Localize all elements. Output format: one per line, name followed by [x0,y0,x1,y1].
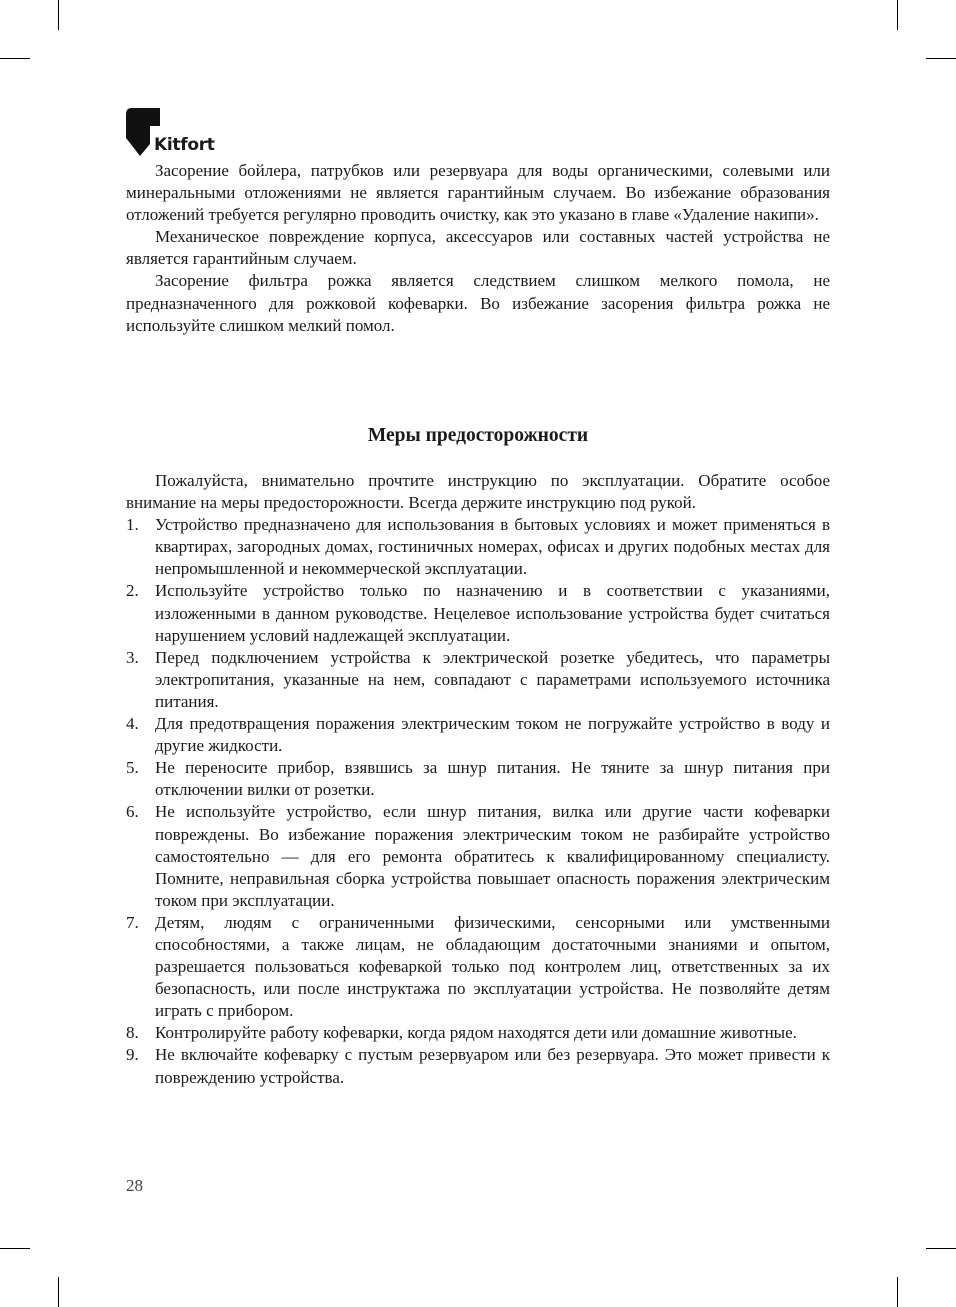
item-number: 6. [126,802,139,822]
crop-mark [926,58,956,59]
item-text: Контролируйте работу кофеварки, когда рядом находятся дети или домашние животные. [155,1023,797,1043]
item-number: 7. [126,912,139,932]
crop-mark [926,1248,956,1249]
item-number: 8. [126,1023,139,1043]
precautions-list [126,514,830,1088]
paragraph: Механическое повреждение корпуса, аксессуаров или составных частей устройства не является гарантийным случаем. [126,227,830,269]
list-item [126,647,830,713]
item-number: 4. [126,714,139,734]
crop-mark [897,1277,898,1307]
crop-mark [58,1277,59,1307]
item-text: Детям, людям с ограниченными физическими, сенсорными или умственными способностями, а также лицам, не обладающим достаточными знаниями и опытом, разрешается пользоваться кофеваркой только под контролем лиц, ответственных за их безопасность, или после инструктажа по эксплуатации устройства. Не позволяйте детям играть с прибором. [155,912,830,1021]
list-item [126,1022,830,1044]
crop-mark [0,58,30,59]
warranty-text [126,160,830,337]
list-item [126,912,830,1022]
crop-mark [58,0,59,30]
page-number: 28 [126,1176,143,1195]
item-number: 2. [126,581,139,601]
list-item [126,580,830,646]
item-number: 5. [126,758,139,778]
item-text: Используйте устройство только по назначению и в соответствии с указаниями, изложенными в данном руководстве. Нецелевое использование устройства будет считаться нарушением условий надлежащей эксплуатации. [155,581,830,645]
list-item [126,713,830,757]
section-intro: Пожалуйста, внимательно прочтите инструкцию по эксплуатации. Обратите особое внимание на меры предосторожности. Всегда держите инструкцию под рукой. [126,471,830,513]
kitfort-logo [126,108,246,156]
section-title: Меры предосторожности [367,425,589,446]
item-text: Для предотвращения поражения электрическим током не погружайте устройство в воду и другие жидкости. [155,714,830,756]
item-number: 1. [126,515,139,535]
item-text: Устройство предназначено для использования в бытовых условиях и может применяться в квартирах, загородных домах, гостиничных номерах, офисах и других подобных местах для непромышленной и некоммерческой эксплуатации. [155,515,830,579]
crop-mark [897,0,898,30]
crop-mark [0,1248,30,1249]
paragraph: Засорение фильтра рожка является следствием слишком мелкого помола, не предназначенного для рожковой кофеварки. Во избежание засорения фильтра рожка не используйте слишком мелкий помол. [126,271,830,335]
item-text: Перед подключением устройства к электрической розетке убедитесь, что параметры электропитания, указанные на нем, совпадают с параметрами используемого источника питания. [155,647,830,711]
list-item [126,1044,830,1088]
item-number: 9. [126,1045,139,1065]
list-item [126,801,830,911]
item-text: Не используйте устройство, если шнур питания, вилка или другие части кофеварки повреждены. Во избежание поражения электрическим током не разбирайте устройство самостоятельно — для его ремонта обратитесь к квалифицированному специалисту. Помните, неправильная сборка устройства повышает опасность поражения электрическим током при эксплуатации. [155,802,830,910]
item-text: Не включайте кофеварку с пустым резервуаром или без резервуара. Это может привести к повреждению устройства. [155,1045,830,1087]
logo-brand-text: Kitfort [154,135,215,155]
list-item [126,514,830,580]
paragraph: Засорение бойлера, патрубков или резервуара для воды органическими, солевыми или минеральными отложениями не является гарантийным случаем. Во избежание образования отложений требуется регулярно проводить очистку, как это указано в главе «Удаление накипи». [126,161,830,225]
item-text: Не переносите прибор, взявшись за шнур питания. Не тяните за шнур питания при отключении вилки от розетки. [155,758,830,800]
list-item [126,757,830,801]
precautions-section [126,470,830,1089]
item-number: 3. [126,647,139,667]
